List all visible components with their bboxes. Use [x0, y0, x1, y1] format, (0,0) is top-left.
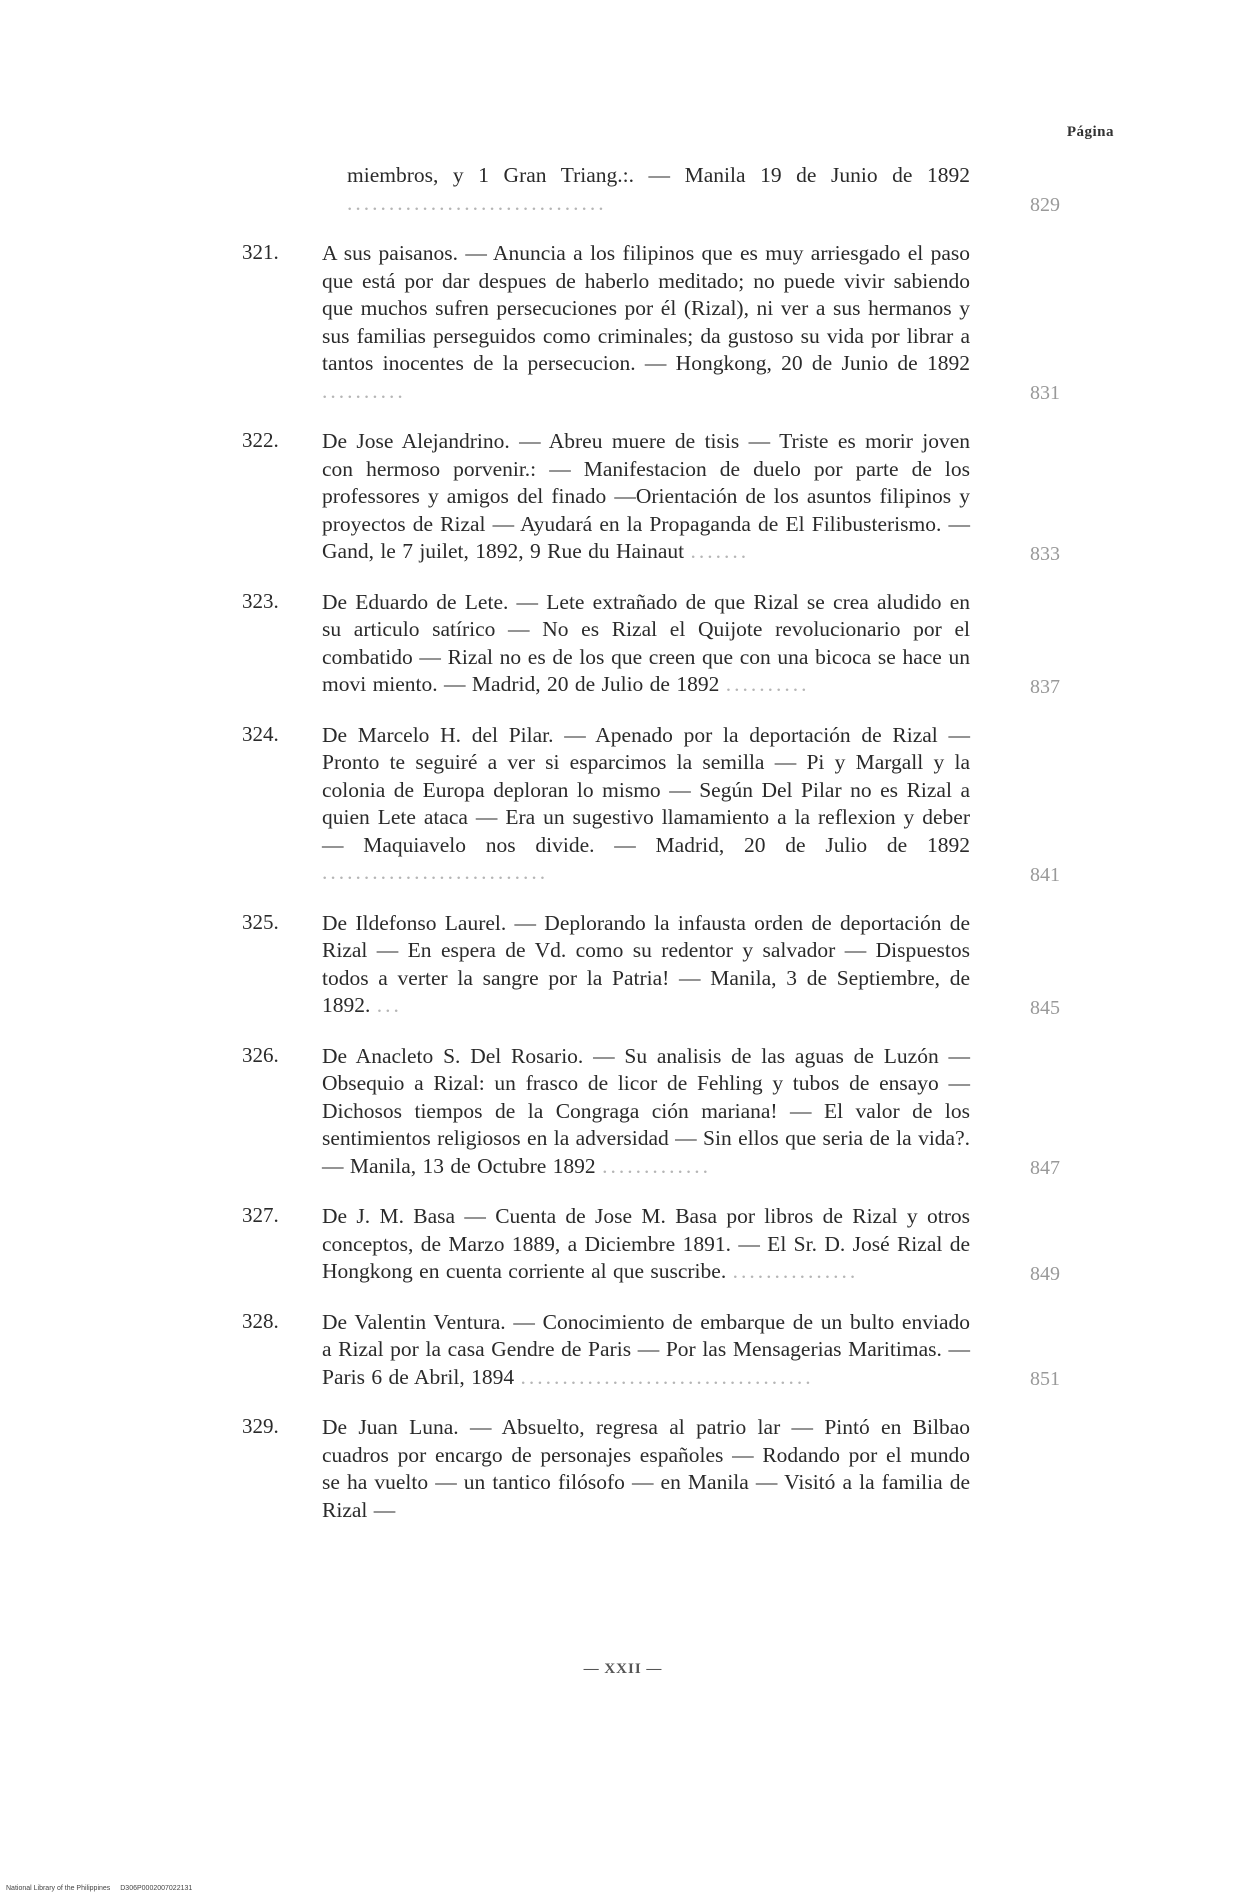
page-number: — XXII — — [583, 1661, 663, 1677]
entry-page-ref: 841 — [1030, 863, 1060, 886]
entry-number: 327. — [242, 1203, 279, 1227]
index-entry — [242, 722, 1060, 887]
index-entry — [242, 1414, 1060, 1524]
entry-page-ref: 849 — [1030, 1262, 1060, 1285]
scan-footer — [6, 1885, 200, 1892]
entry-page-ref: 829 — [1030, 194, 1060, 216]
entry-text: De Jose Alejandrino. — Abreu muere de tisis — Triste es morir joven con hermoso porvenir.: — Manifestacion de duelo por parte de los professores y amigos del finado —Orientación de los asuntos filipinos y proyectos de Rizal — Ayudará en la Propaganda de El Filibusterismo. — Gand, le 7 juilet, 1892, 9 Rue du Hainaut ....... — [322, 429, 970, 563]
entry-page-ref: 837 — [1030, 675, 1060, 698]
entry-text: A sus paisanos. — Anuncia a los filipinos que es muy arriesgado el paso que está por dar despues de haberlo meditado; no puede vivir sabiendo que muchos sufren persecuciones por él (Rizal), ni ver a sus hermanos y sus familias perseguidos como criminales; da gustoso su vida por librar a tantos inocentes de la persecucion. — Hongkong, 20 de Junio de 1892 .......... — [322, 241, 970, 403]
entry-text: De Valentin Ventura. — Conocimiento de embarque de un bulto enviado a Rizal por la casa Gendre de Paris — Por las Mensagerias Maritimas. — Paris 6 de Abril, 1894 ................................... — [322, 1309, 970, 1389]
entry-number: 324. — [242, 721, 279, 746]
entry-number: 323. — [242, 588, 279, 613]
entry-number: 329. — [242, 1414, 279, 1438]
index-entry — [242, 1043, 1060, 1181]
index-entry — [242, 162, 1060, 217]
index-entry — [242, 240, 1060, 405]
entry-page-ref: 845 — [1030, 996, 1060, 1019]
entry-text: De Marcelo H. del Pilar. — Apenado por la deportación de Rizal — Pronto te seguiré a ver si esparcimos la semilla — Pi y Margall y la colonia de Europa deploran lo mismo — Según Del Pilar no es Rizal a quien Lete ataca — Era un sugestivo llamamiento a la reflexion y deber — Maquiavelo nos divide. — Madrid, 20 de Julio de 1892 ........................... — [322, 722, 970, 884]
entry-number: 328. — [242, 1308, 279, 1333]
entry-text: De Ildefonso Laurel. — Deplorando la infausta orden de deportación de Rizal — En espera de Vd. como su redentor y salvador — Dispuestos todos a verter la sangre por la Patria! — Manila, 3 de Septiembre, de 1892. ... — [322, 910, 970, 1017]
entry-number: 321. — [242, 240, 279, 264]
entry-page-ref: 851 — [1030, 1368, 1060, 1390]
footer-code: D306P0002007022131 — [120, 1885, 193, 1892]
entry-number: 322. — [242, 428, 279, 452]
index-entry — [242, 428, 1060, 566]
index-entry — [242, 1309, 1060, 1392]
entry-text: De Anacleto S. Del Rosario. — Su analisis de las aguas de Luzón — Obsequio a Rizal: un frasco de licor de Fehling y tubos de ensayo — Dichosos tiempos de la Congraga ción mariana! — El valor de los sentimientos religiosos en la adversidad — Sin ellos que seria de la vida?. — Manila, 13 de Octubre 1892 ............. — [322, 1043, 970, 1178]
index-entry — [242, 1203, 1060, 1286]
entry-text: De Eduardo de Lete. — Lete extrañado de que Rizal se crea aludido en su articulo satírico — No es Rizal el Quijote revolucionario por el combatido — Rizal no es de los que creen que con una bicoca se hace un movi miento. — Madrid, 20 de Julio de 1892 .......... — [322, 589, 970, 696]
footer-library: National Library of the Philippines — [6, 1885, 111, 1892]
index-entries — [242, 162, 1060, 1547]
index-entry — [242, 910, 1060, 1020]
entry-page-ref: 831 — [1030, 382, 1060, 404]
entry-text: De Juan Luna. — Absuelto, regresa al patrio lar — Pintó en Bilbao cuadros por encargo de personajes españoles — Rodando por el mundo se ha vuelto — un tantico filósofo — en Manila — Visitó a la familia de Rizal — — [322, 1415, 970, 1522]
entry-page-ref: 833 — [1030, 542, 1060, 565]
index-entry — [242, 589, 1060, 699]
entry-text: miembros, y 1 Gran Triang.:. — Manila 19 de Junio de 1892 ............................... — [347, 163, 970, 215]
entry-number: 325. — [242, 909, 279, 934]
entry-page-ref: 847 — [1030, 1157, 1060, 1179]
entry-text: De J. M. Basa — Cuenta de Jose M. Basa por libros de Rizal y otros conceptos, de Marzo 1889, a Diciembre 1891. — El Sr. D. José Rizal de Hongkong en cuenta corriente al que suscribe. ............... — [322, 1204, 970, 1283]
page-column-header: Página — [1066, 124, 1114, 140]
entry-number: 326. — [242, 1042, 279, 1067]
